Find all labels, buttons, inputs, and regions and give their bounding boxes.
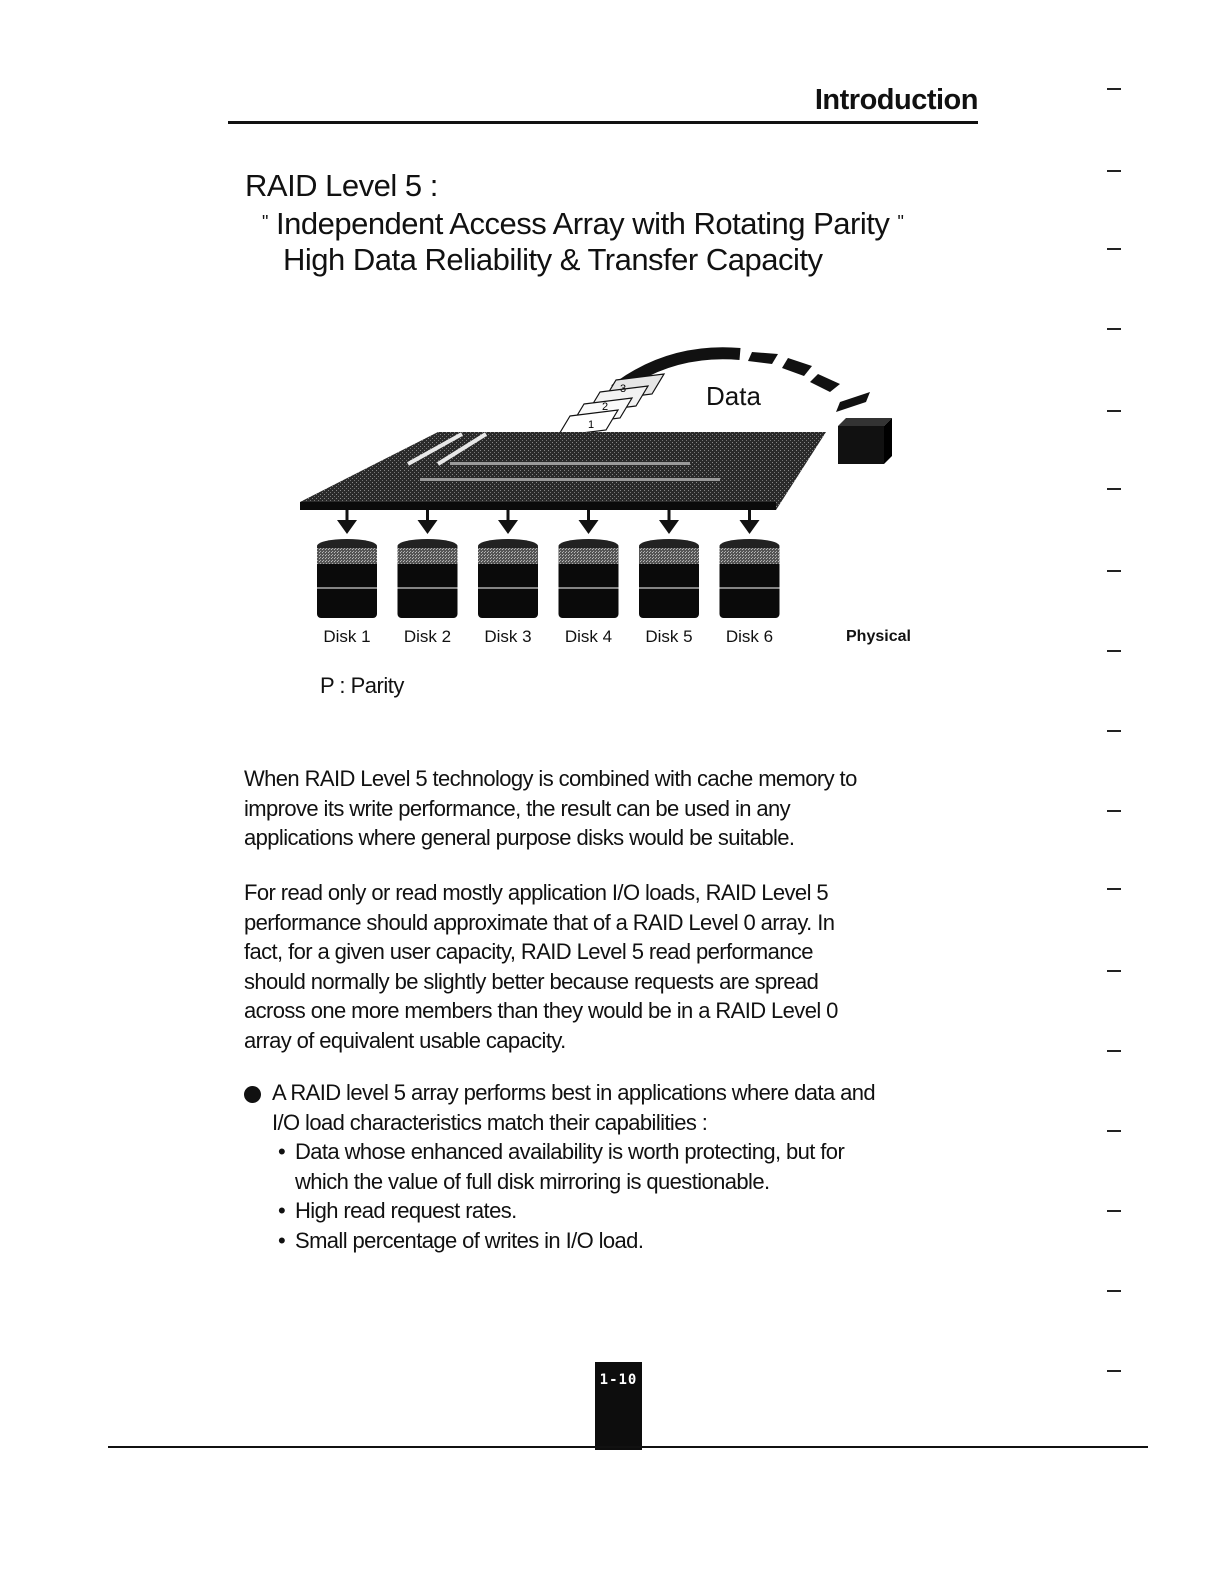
- disk-band: [478, 548, 538, 564]
- down-arrow-icon: [579, 520, 599, 534]
- disk-label: Disk 6: [725, 627, 774, 646]
- text-line: I/O load characteristics match their capabilities :: [272, 1109, 708, 1135]
- margin-tick: [1107, 88, 1121, 90]
- bullet-list: [244, 1078, 1004, 1255]
- disk-unit: [720, 510, 780, 646]
- text-line: should normally be slightly better because requests are spread: [244, 968, 819, 994]
- disk-band: [317, 548, 377, 564]
- list-item: [276, 1137, 1004, 1196]
- text-line: array of equivalent usable capacity.: [244, 1027, 566, 1053]
- subheading-text: Independent Access Array with Rotating Parity: [267, 206, 898, 241]
- margin-tick: [1107, 970, 1121, 972]
- close-quote: ": [897, 212, 904, 232]
- disk-band: [398, 548, 458, 564]
- margin-tick: [1107, 1210, 1121, 1212]
- disk-band: [639, 548, 699, 564]
- paragraph-cache: [244, 764, 984, 853]
- margin-tick: [1107, 730, 1121, 732]
- text-line: fact, for a given user capacity, RAID Level 5 read performance: [244, 939, 813, 964]
- section-subheading: [262, 202, 903, 244]
- margin-tick: [1107, 488, 1121, 490]
- margin-tick: [1107, 810, 1121, 812]
- margin-tick: [1107, 328, 1121, 330]
- margin-tick: [1107, 1050, 1121, 1052]
- down-arrow-icon: [740, 520, 760, 534]
- disk-label: Disk 3: [484, 627, 532, 646]
- text-line: which the value of full disk mirroring is questionable.: [295, 1168, 770, 1194]
- margin-tick: [1107, 650, 1121, 652]
- disk-label: Disk 4: [564, 627, 613, 646]
- margin-tick: [1107, 410, 1121, 412]
- disk-unit: [559, 510, 619, 646]
- data-source-block: [838, 426, 884, 464]
- raid5-diagram: [280, 330, 940, 710]
- data-block-number: 1: [588, 419, 595, 431]
- disk-unit: [639, 510, 699, 646]
- page-number: 1-10: [599, 1372, 638, 1388]
- disk-unit: [398, 510, 458, 646]
- text-line: A RAID level 5 array performs best in applications where data and: [272, 1080, 875, 1105]
- header-rule: [228, 121, 978, 124]
- down-arrow-icon: [337, 520, 357, 534]
- data-label: Data: [706, 381, 761, 411]
- disk-label: Disk 5: [645, 627, 693, 646]
- sub-bullet-icon: •: [278, 1139, 286, 1164]
- margin-tick: [1107, 1370, 1121, 1372]
- data-blocks: [558, 374, 664, 436]
- text-line: performance should approximate that of a RAID Level 0 array. In: [244, 909, 835, 935]
- down-arrow-icon: [418, 520, 438, 534]
- disk-unit: [478, 510, 538, 646]
- bullet-text: [272, 1078, 1004, 1137]
- text-line: Small percentage of writes in I/O load.: [295, 1227, 644, 1253]
- parity-legend: P : Parity: [320, 673, 404, 698]
- data-block-number: 2: [602, 401, 609, 413]
- margin-tick: [1107, 1130, 1121, 1132]
- text-line: applications where general purpose disks would be suitable.: [244, 825, 795, 850]
- disk-array: [317, 510, 780, 646]
- open-quote: ": [262, 212, 268, 232]
- bullet-icon: [244, 1086, 261, 1103]
- text-line: High read request rates.: [295, 1198, 517, 1223]
- page-number-tab: [595, 1362, 642, 1450]
- physical-label: Physical: [846, 628, 911, 645]
- data-block-number: 3: [620, 383, 627, 395]
- list-item: [276, 1226, 1004, 1256]
- list-item: [276, 1196, 1004, 1226]
- text-line: For read only or read mostly application I/O loads, RAID Level 5: [244, 880, 829, 905]
- margin-tick: [1107, 570, 1121, 572]
- sub-bullet-icon: •: [278, 1227, 286, 1253]
- margin-tick: [1107, 170, 1121, 172]
- text-line: improve its write performance, the result can be used in any: [244, 795, 791, 821]
- margin-tick: [1107, 248, 1121, 250]
- margin-tick: [1107, 1290, 1121, 1292]
- sub-bullet-icon: •: [278, 1198, 286, 1223]
- disk-unit: [317, 510, 377, 646]
- section-heading: RAID Level 5 :: [245, 168, 438, 203]
- disk-band: [559, 548, 619, 564]
- paragraph-read-performance: [244, 878, 984, 1055]
- text-line: Data whose enhanced availability is worth protecting, but for: [295, 1139, 845, 1164]
- array-controller-board: [300, 432, 826, 510]
- disk-label: Disk 1: [323, 627, 371, 646]
- page-header-title: Introduction: [814, 84, 978, 116]
- disk-band: [720, 548, 780, 564]
- section-tagline: High Data Reliability & Transfer Capacity: [283, 242, 823, 277]
- down-arrow-icon: [498, 520, 518, 534]
- down-arrow-icon: [659, 520, 679, 534]
- text-line: When RAID Level 5 technology is combined with cache memory to: [244, 766, 857, 791]
- margin-tick: [1107, 888, 1121, 890]
- disk-label: Disk 2: [403, 627, 452, 646]
- footer-rule: [108, 1446, 1148, 1448]
- text-line: across one more members than they would be in a RAID Level 0: [244, 998, 838, 1023]
